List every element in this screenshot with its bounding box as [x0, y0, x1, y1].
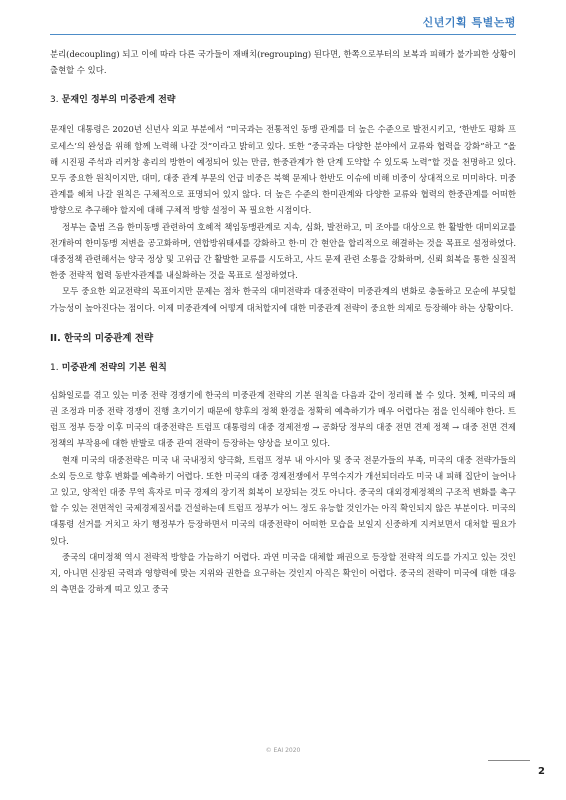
section-number: 3.	[50, 95, 59, 106]
header-divider	[50, 34, 516, 35]
paragraph-continuation: 분리(decoupling) 되고 이에 따라 다른 국가들이 재배치(regrouping) 된다면, 한쪽으로부터의 보복과 피해가 불가피한 상황이 출현할 수 있다.	[50, 49, 516, 76]
section-title: 문재인 정부의 미중관계 전략	[61, 95, 176, 106]
page-number: 2	[538, 766, 545, 777]
paragraph: 심화일로를 겪고 있는 미중 전략 경쟁기에 한국의 미중관계 전략의 기본 원칙을 다음과 같이 정리해 볼 수 있다. 첫째, 미국의 패권 조정과 미중 전략 경쟁이 진행 초기이기 때문에 향후의 정책 환경을 정확히 예측하기가 매우 어렵다는 점을 인식해야 한다. 트럼프 정부 등장 이후 미국의 대중전략은 트럼프 대통령의 대중 경제전쟁 → 공화당 정부의 대중 전면 견제 정책 → 대중 전면 견제정책의 부작용에 대한 반발로 대중 관여 전략이 등장하는 양상을 보이고 있다.	[50, 389, 516, 449]
header-title: 신년기획 특별논평	[422, 16, 516, 29]
chapter-heading: II. 한국의 미중관계 전략	[50, 332, 154, 344]
paragraph: 문재인 대통령은 2020년 신년사 외교 부분에서 “미국과는 전통적인 동맹 관계를 더 높은 수준으로 발전시키고, ‘한반도 평화 프로세스’의 완성을 위해 함께 노력해 나갈 것”이라고 밝히고 있다. 또한 “중국과는 다양한 분야에서 교류와 협력을 강화”하고 “올해 시진핑 주석과 리커창 총리의 방한이 예정되어 있는 만큼, 한중관계가 한 단계 도약할 수 있도록 노력”할 것을 천명하고 있다. 모두 중요한 원칙이지만, 대미, 대중 관계 부문의 언급 비중은 북핵 문제나 한반도 이슈에 비해 비중이 상대적으로 미미하다. 미중관계를 헤쳐 나갈 원칙은 구체적으로 표명되어 있지 않다. 더 높은 수준의 한미관계와 다양한 교류와 협력의 한중관계를 어떠한 방향으로 추구해야 할지에 대해 구체적 방향 설정이 꼭 필요한 시점이다.	[50, 124, 516, 216]
subsection-heading	[50, 360, 516, 373]
paragraph: 현재 미국의 대중전략은 미국 내 국내정치 양극화, 트럼프 정부 내 아시아 및 중국 전문가들의 부족, 미국의 대중 전략가들의 소외 등으로 향후 변화를 예측하기 어렵다. 또한 미국의 대중 경제전쟁에서 무역수지가 개선되더라도 미국 내 피해 집단이 늘어나고 있고, 양적인 대중 무역 흑자로 미국 경제의 장기적 회복이 보장되는 것도 아니다. 중국의 대외경제정책의 구조적 변화를 촉구할 수 있는 전면적인 국제경제질서를 건설하는데 트럼프 정부가 어느 정도 유능할 것인가는 아직 확인되지 않은 부분이다. 미국의 대통령 선거를 거치고 차기 행정부가 등장하면서 미국의 대중전략이 어떠한 모습을 보일지 신중하게 지켜보면서 대처할 필요가 있다.	[50, 454, 516, 546]
paragraph: 정부는 출범 즈음 한미동맹 관련하여 호혜적 책임동맹관계로 지속, 심화, 발전하고, 미 조야를 대상으로 한 활발한 대미외교를 전개하여 한미동맹 저변을 공고화하며, 연합방위태세를 강화하고 한·미 간 현안을 합리적으로 해결하는 것을 목표로 설정하였다. 대중정책 관련해서는 양국 정상 및 고위급 간 활발한 교류를 시도하고, 사드 문제 관련 소통을 강화하며, 신뢰 회복을 통한 실질적 한중 전략적 협력 동반자관계를 내실화하는 것을 목표로 설정하였다.	[50, 221, 516, 281]
subsection-number: 1.	[50, 362, 59, 373]
footer-copyright: © EAI 2020	[265, 747, 301, 754]
paragraph: 모두 중요한 외교전략의 목표이지만 문제는 점차 한국의 대미전략과 대중전략이 미중관계의 변화로 충돌하고 모순에 부딪힐 가능성이 높아진다는 점이다. 이제 미중관계에 어떻게 대처할지에 대한 미중관계 전략이 중요한 의제로 등장해야 하는 상황이다.	[50, 286, 516, 313]
page-number-rule	[488, 760, 530, 761]
section-heading-3	[50, 92, 516, 105]
document-body	[50, 46, 516, 597]
paragraph: 중국의 대미정책 역시 전략적 방향을 가늠하기 어렵다. 과연 미국을 대체할 패권으로 등장할 전략적 의도를 가지고 있는 것인지, 아니면 신장된 국력과 영향력에 맞는 지위와 권한을 요구하는 것인지 아직은 확인이 어렵다. 중국의 전략이 미국에 대한 대응의 측면을 강하게 띠고 있고 중국	[50, 551, 516, 595]
subsection-title: 미중관계 전략의 기본 원칙	[61, 362, 167, 373]
